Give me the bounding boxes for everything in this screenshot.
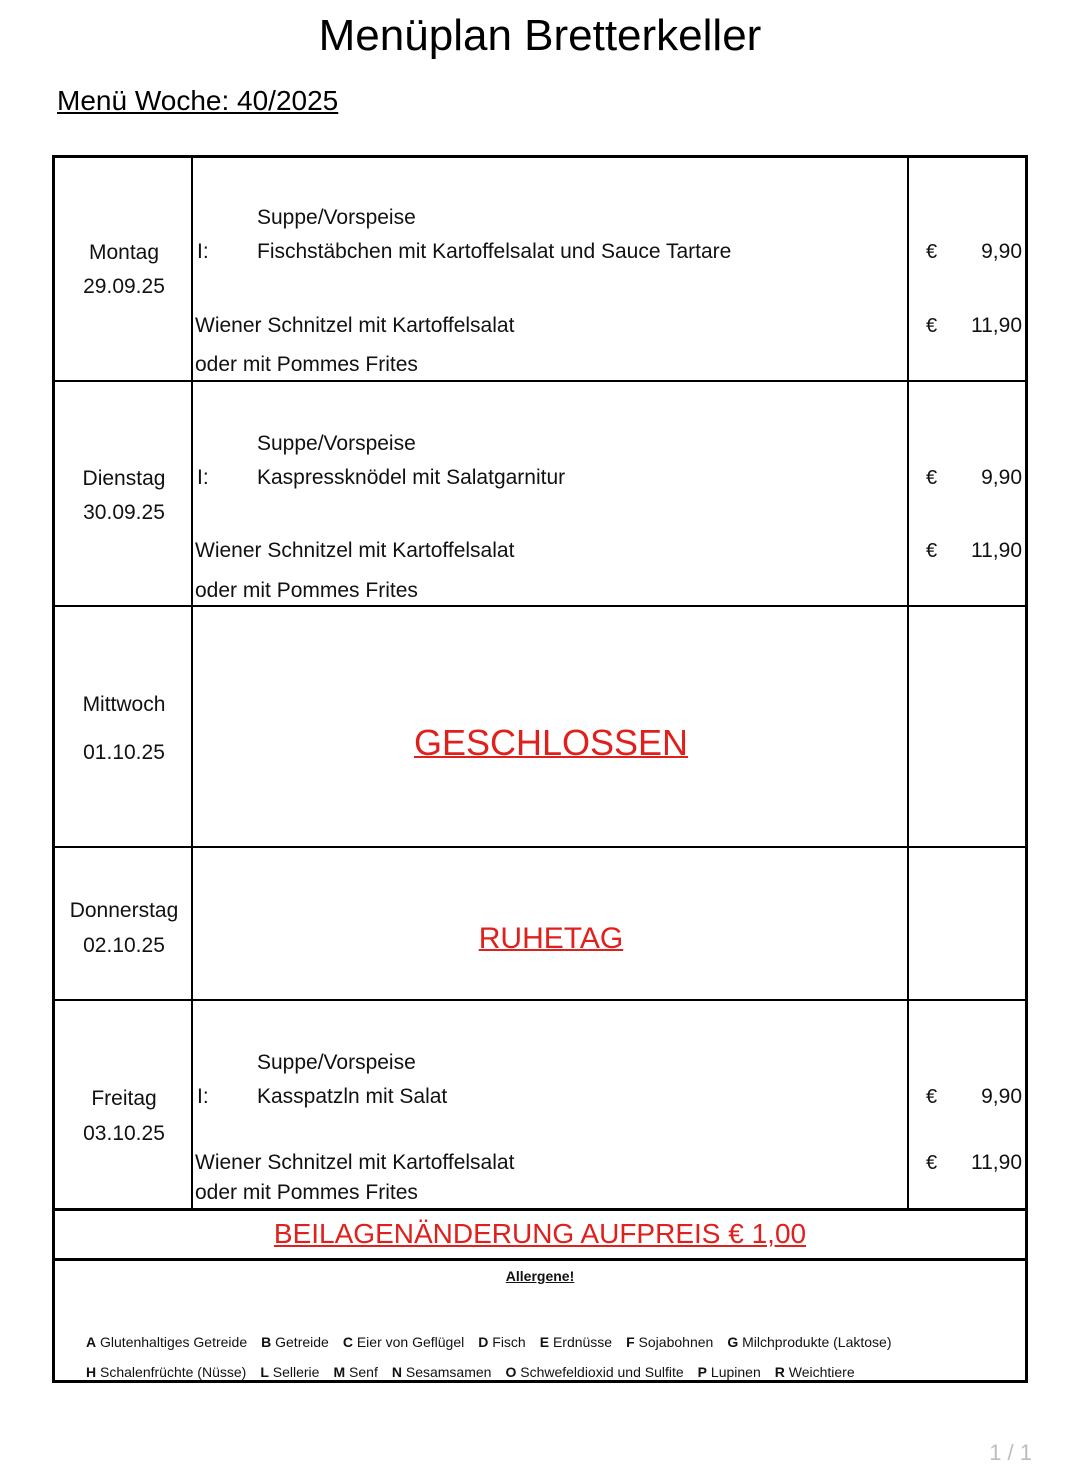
allergen-item xyxy=(505,1364,683,1380)
rest-day-notice: RUHETAG xyxy=(478,922,624,955)
soup-label: Suppe/Vorspeise xyxy=(257,432,416,455)
allergen-item xyxy=(333,1364,377,1380)
day-date: 01.10.25 xyxy=(83,741,165,764)
allergen-item xyxy=(260,1364,319,1380)
allergen-item xyxy=(86,1334,247,1350)
allergen-label: Eier von Geflügel xyxy=(352,1334,465,1350)
allergen-item xyxy=(343,1334,464,1350)
day-name: Dienstag xyxy=(82,467,166,490)
week-label: Menü Woche: 40/2025 xyxy=(57,85,339,116)
allergen-code: R xyxy=(774,1364,785,1380)
allergen-code: O xyxy=(505,1364,517,1380)
menu-marker: I: xyxy=(197,466,209,489)
allergen-item xyxy=(261,1334,329,1350)
allergen-legend-row xyxy=(86,1333,906,1351)
allergen-label: Erdnüsse xyxy=(549,1334,613,1350)
price-2: 11,90 xyxy=(971,1151,1022,1174)
page-title: Menüplan Bretterkeller xyxy=(318,11,762,60)
allergen-item xyxy=(478,1334,525,1350)
currency-symbol: € xyxy=(926,540,938,562)
allergen-label: Sojabohnen xyxy=(634,1334,714,1350)
price-2: 11,90 xyxy=(971,314,1022,337)
allergen-label: Schalenfrüchte (Nüsse) xyxy=(96,1364,247,1380)
allergen-code: P xyxy=(697,1364,708,1380)
allergen-label: Sesamsamen xyxy=(401,1364,492,1380)
price-1: 9,90 xyxy=(981,1085,1022,1108)
menu-item-2: Wiener Schnitzel mit Kartoffelsalat xyxy=(195,314,515,337)
allergen-code: D xyxy=(478,1334,489,1350)
menu-item-2-alternative: oder mit Pommes Frites xyxy=(195,1181,418,1204)
currency-symbol: € xyxy=(926,315,938,337)
allergen-code: C xyxy=(342,1334,353,1350)
allergen-item xyxy=(86,1364,246,1380)
allergen-label: Milchprodukte (Laktose) xyxy=(738,1334,892,1350)
price-column-divider xyxy=(907,158,909,1208)
menu-item-1: Kaspressknödel mit Salatgarnitur xyxy=(257,466,566,489)
day-column-divider xyxy=(191,158,193,1208)
day-name: Mittwoch xyxy=(82,693,166,716)
page-indicator: 1 / 1 xyxy=(989,1440,1032,1465)
allergen-code: F xyxy=(626,1334,635,1350)
allergen-code: G xyxy=(727,1334,739,1350)
allergen-code: B xyxy=(261,1334,272,1350)
row-divider xyxy=(55,605,1025,607)
menu-item-2: Wiener Schnitzel mit Kartoffelsalat xyxy=(195,539,515,562)
menu-marker: I: xyxy=(197,1085,209,1108)
currency-symbol: € xyxy=(926,467,938,489)
allergen-label: Getreide xyxy=(271,1334,329,1350)
menu-item-1: Fischstäbchen mit Kartoffelsalat und Sauce Tartare xyxy=(257,240,732,263)
allergen-item xyxy=(540,1334,612,1350)
day-name: Freitag xyxy=(91,1087,157,1110)
allergen-label: Glutenhaltiges Getreide xyxy=(96,1334,248,1350)
currency-symbol: € xyxy=(926,1152,938,1174)
allergen-code: L xyxy=(260,1364,269,1380)
row-divider xyxy=(55,999,1025,1001)
day-date: 02.10.25 xyxy=(83,934,165,957)
menu-item-2: Wiener Schnitzel mit Kartoffelsalat xyxy=(195,1151,515,1174)
allergen-label: Sellerie xyxy=(268,1364,320,1380)
allergen-code: A xyxy=(86,1334,97,1350)
closed-notice: GESCHLOSSEN xyxy=(413,722,689,763)
day-name: Donnerstag xyxy=(69,899,179,922)
menu-item-2-alternative: oder mit Pommes Frites xyxy=(195,353,418,376)
allergen-label: Weichtiere xyxy=(784,1364,855,1380)
allergen-label: Fisch xyxy=(488,1334,526,1350)
price-1: 9,90 xyxy=(981,466,1022,489)
day-date: 29.09.25 xyxy=(83,275,165,298)
allergen-label: Lupinen xyxy=(707,1364,761,1380)
allergen-item xyxy=(626,1334,713,1350)
allergen-legend-row xyxy=(86,1363,869,1381)
day-date: 03.10.25 xyxy=(83,1122,165,1145)
soup-label: Suppe/Vorspeise xyxy=(257,1051,416,1074)
allergen-code: E xyxy=(539,1334,550,1350)
allergen-code: H xyxy=(86,1364,97,1380)
row-divider xyxy=(55,380,1025,382)
price-1: 9,90 xyxy=(981,240,1022,263)
allergens-heading: Allergene! xyxy=(505,1268,575,1284)
allergen-label: Senf xyxy=(345,1364,378,1380)
row-divider xyxy=(55,846,1025,848)
soup-label: Suppe/Vorspeise xyxy=(257,206,416,229)
row-divider xyxy=(55,1258,1025,1261)
allergen-label: Schwefeldioxid und Sulfite xyxy=(516,1364,684,1380)
menu-item-1: Kasspatzln mit Salat xyxy=(257,1085,448,1108)
allergen-item xyxy=(392,1364,492,1380)
allergen-item xyxy=(775,1364,855,1380)
menu-table xyxy=(52,155,1028,1383)
price-2: 11,90 xyxy=(971,539,1022,562)
allergen-item xyxy=(727,1334,891,1350)
day-name: Montag xyxy=(88,241,160,264)
day-date: 30.09.25 xyxy=(83,501,165,524)
currency-symbol: € xyxy=(926,241,938,263)
allergen-item xyxy=(698,1364,761,1380)
menu-item-2-alternative: oder mit Pommes Frites xyxy=(195,579,418,602)
allergen-code: N xyxy=(391,1364,402,1380)
currency-symbol: € xyxy=(926,1086,938,1108)
menu-marker: I: xyxy=(197,240,209,263)
surcharge-notice: BEILAGENÄNDERUNG AUFPREIS € 1,00 xyxy=(273,1218,807,1249)
allergen-code: M xyxy=(333,1364,346,1380)
